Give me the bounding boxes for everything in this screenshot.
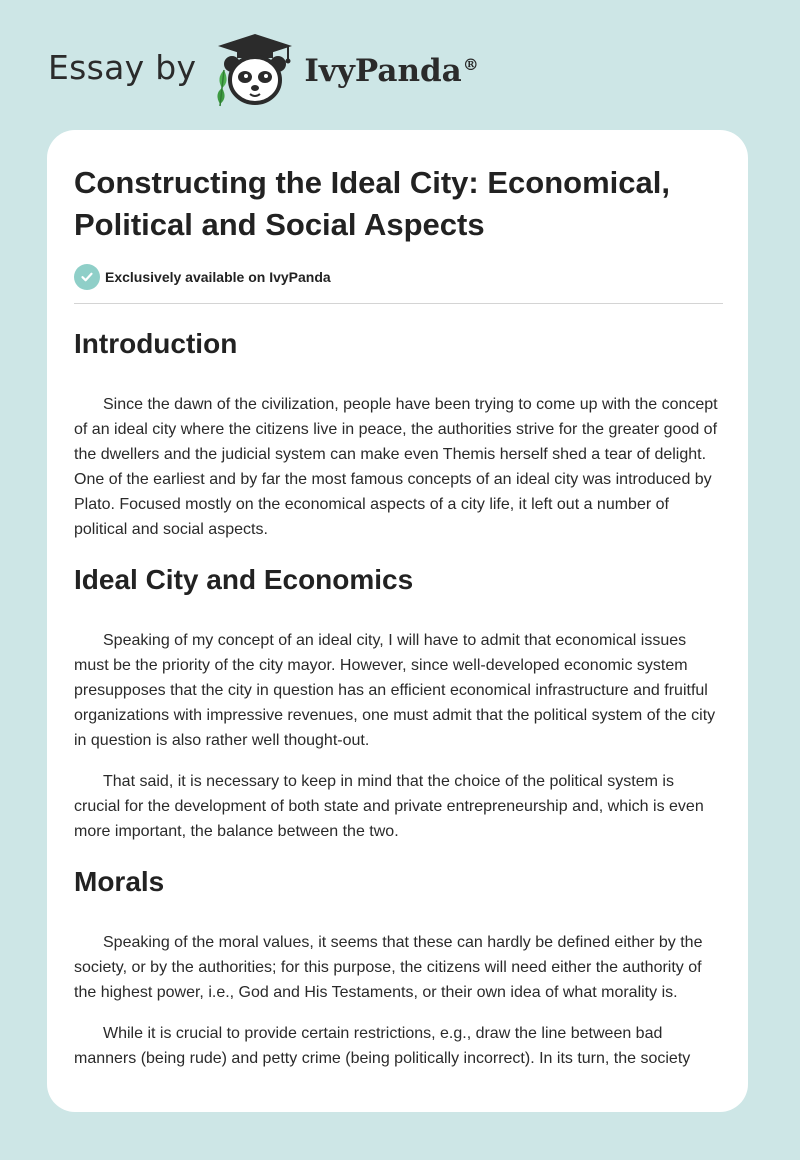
article-body [74, 310, 723, 1071]
page-title: Constructing the Ideal City: Economical, Political and Social Aspects [74, 165, 670, 242]
brand-header [48, 30, 479, 110]
brand-prefix: Essay by [48, 47, 197, 87]
check-circle-icon [74, 264, 100, 290]
registered-mark: ® [462, 54, 479, 74]
essay-card [47, 130, 748, 1112]
paragraph: While it is crucial to provide certain restrictions, e.g., draw the line between bad manners (being rude) and petty crime (being politically incorrect). In its turn, the society [74, 1025, 691, 1067]
exclusive-label: Exclusively available on IvyPanda [105, 269, 331, 285]
paragraph: Speaking of my concept of an ideal city, I will have to admit that economical issues must be the priority of the city mayor. However, since well-developed economic system presupposes that the city in question has an efficient economical infrastructure and fruitful organizations with impressive revenues, one must admit that the political system of the city in question is also rather well thought-out. [74, 632, 716, 749]
section-heading-ideal-city-economics: Ideal City and Economics [74, 564, 414, 595]
exclusive-badge [74, 264, 331, 290]
paragraph: Since the dawn of the civilization, people have been trying to come up with the concept of an ideal city where the citizens live in peace, the authorities strive for the greater good of the dwellers and the judicial system can make even Themis herself shed a tear of delight. One of the earliest and by far the most famous concepts of an ideal city was introduced by Plato. Focused mostly on the economical aspects of a city life, it left out a number of political and social aspects. [74, 396, 718, 538]
paragraph: That said, it is necessary to keep in mind that the choice of the political system is crucial for the development of both state and private entrepreneurship and, which is even more important, the balance between the two. [74, 773, 704, 840]
brand-name [304, 53, 478, 89]
brand-name-text: IvyPanda [304, 53, 462, 89]
panda-graduation-logo-icon [210, 30, 300, 110]
section-heading-introduction: Introduction [74, 328, 238, 359]
section-heading-morals: Morals [74, 866, 165, 897]
divider [74, 303, 723, 304]
paragraph: Speaking of the moral values, it seems that these can hardly be defined either by the society, or by the authorities; for this purpose, the citizens will need either the authority of the highest power, i.e., God and His Testaments, or their own idea of what morality is. [74, 934, 703, 1001]
